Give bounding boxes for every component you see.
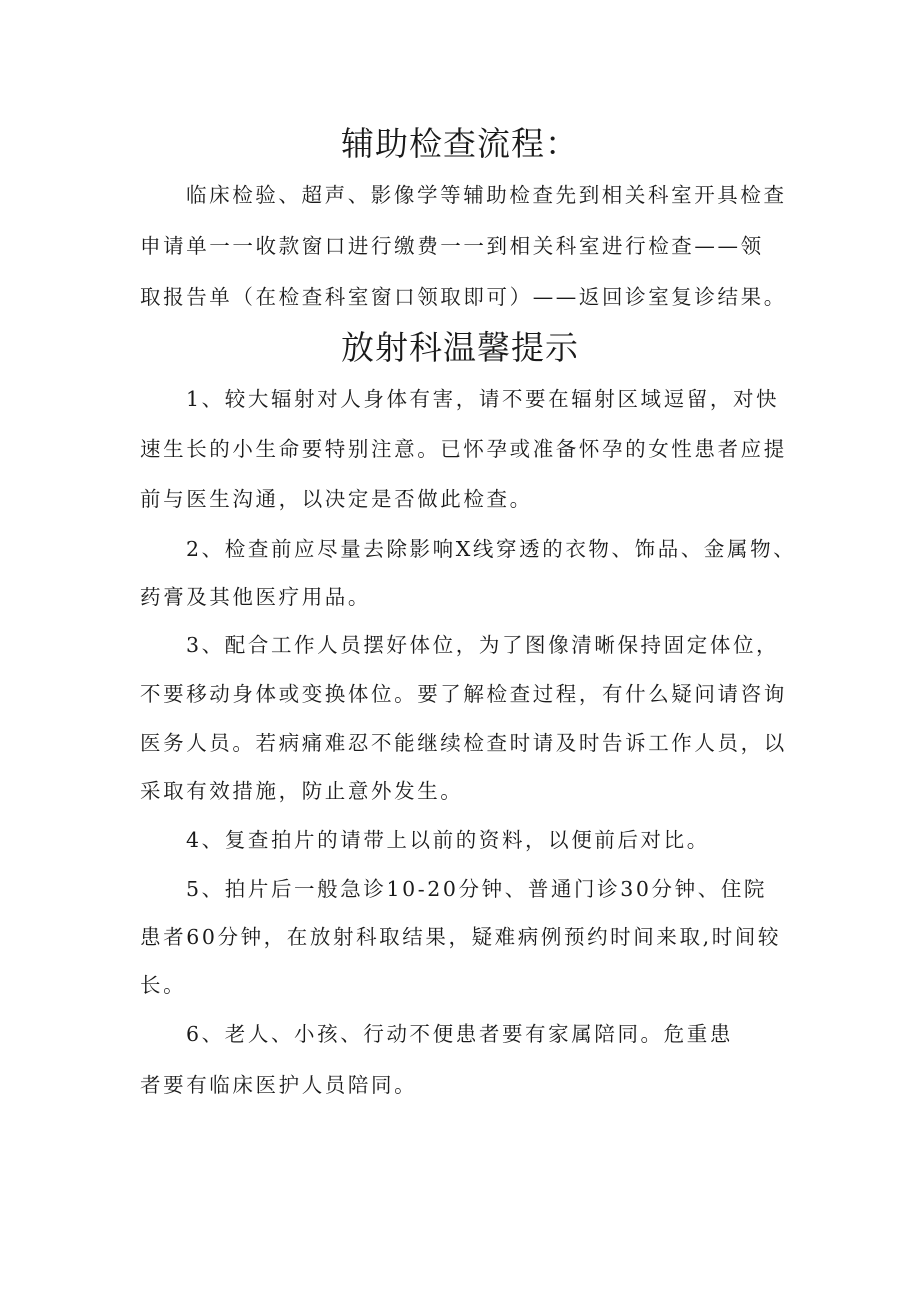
tip-2-line: 2、检查前应尽量去除影响X线穿透的衣物、饰品、金属物、 bbox=[186, 537, 797, 561]
process-text-line: 申请单一一收款窗口进行缴费一一到相关科室进行检查——领 bbox=[140, 234, 764, 258]
tip-3-line: 医务人员。若病痛难忍不能继续检查时请及时告诉工作人员，以 bbox=[140, 731, 787, 755]
tip-4-line: 4、复查拍片的请带上以前的资料，以便前后对比。 bbox=[186, 828, 710, 852]
process-text-line: 临床检验、超声、影像学等辅助检查先到相关科室开具检查 bbox=[186, 183, 787, 207]
process-text-line: 取报告单（在检查科室窗口领取即可）——返回诊室复诊结果。 bbox=[140, 285, 787, 309]
section-title-exam-process: 辅助检查流程： bbox=[341, 124, 579, 163]
tip-1-line: 速生长的小生命要特别注意。已怀孕或准备怀孕的女性患者应提 bbox=[140, 437, 787, 461]
tip-1-line: 1、较大辐射对人身体有害，请不要在辐射区域逗留，对快 bbox=[186, 387, 780, 411]
tip-3-line: 3、配合工作人员摆好体位，为了图像清晰保持固定体位， bbox=[186, 633, 780, 657]
tip-6-line: 者要有临床医护人员陪同。 bbox=[140, 1073, 418, 1097]
section-title-radiology-tips: 放射科温馨提示 bbox=[341, 328, 579, 367]
tip-5-line: 患者60分钟，在放射科取结果，疑难病例预约时间来取,时间较 bbox=[140, 925, 781, 949]
tip-1-line: 前与医生沟通，以决定是否做此检查。 bbox=[140, 487, 533, 511]
tip-3-line: 采取有效措施，防止意外发生。 bbox=[140, 779, 464, 803]
tip-3-line: 不要移动身体或变换体位。要了解检查过程，有什么疑问请咨询 bbox=[140, 682, 787, 706]
tip-2-line: 药膏及其他医疗用品。 bbox=[140, 585, 371, 609]
tip-5-line: 5、拍片后一般急诊10-20分钟、普通门诊30分钟、住院 bbox=[186, 877, 768, 901]
tip-5-line: 长。 bbox=[140, 973, 187, 997]
tip-6-line: 6、老人、小孩、行动不便患者要有家属陪同。危重患 bbox=[186, 1022, 733, 1046]
